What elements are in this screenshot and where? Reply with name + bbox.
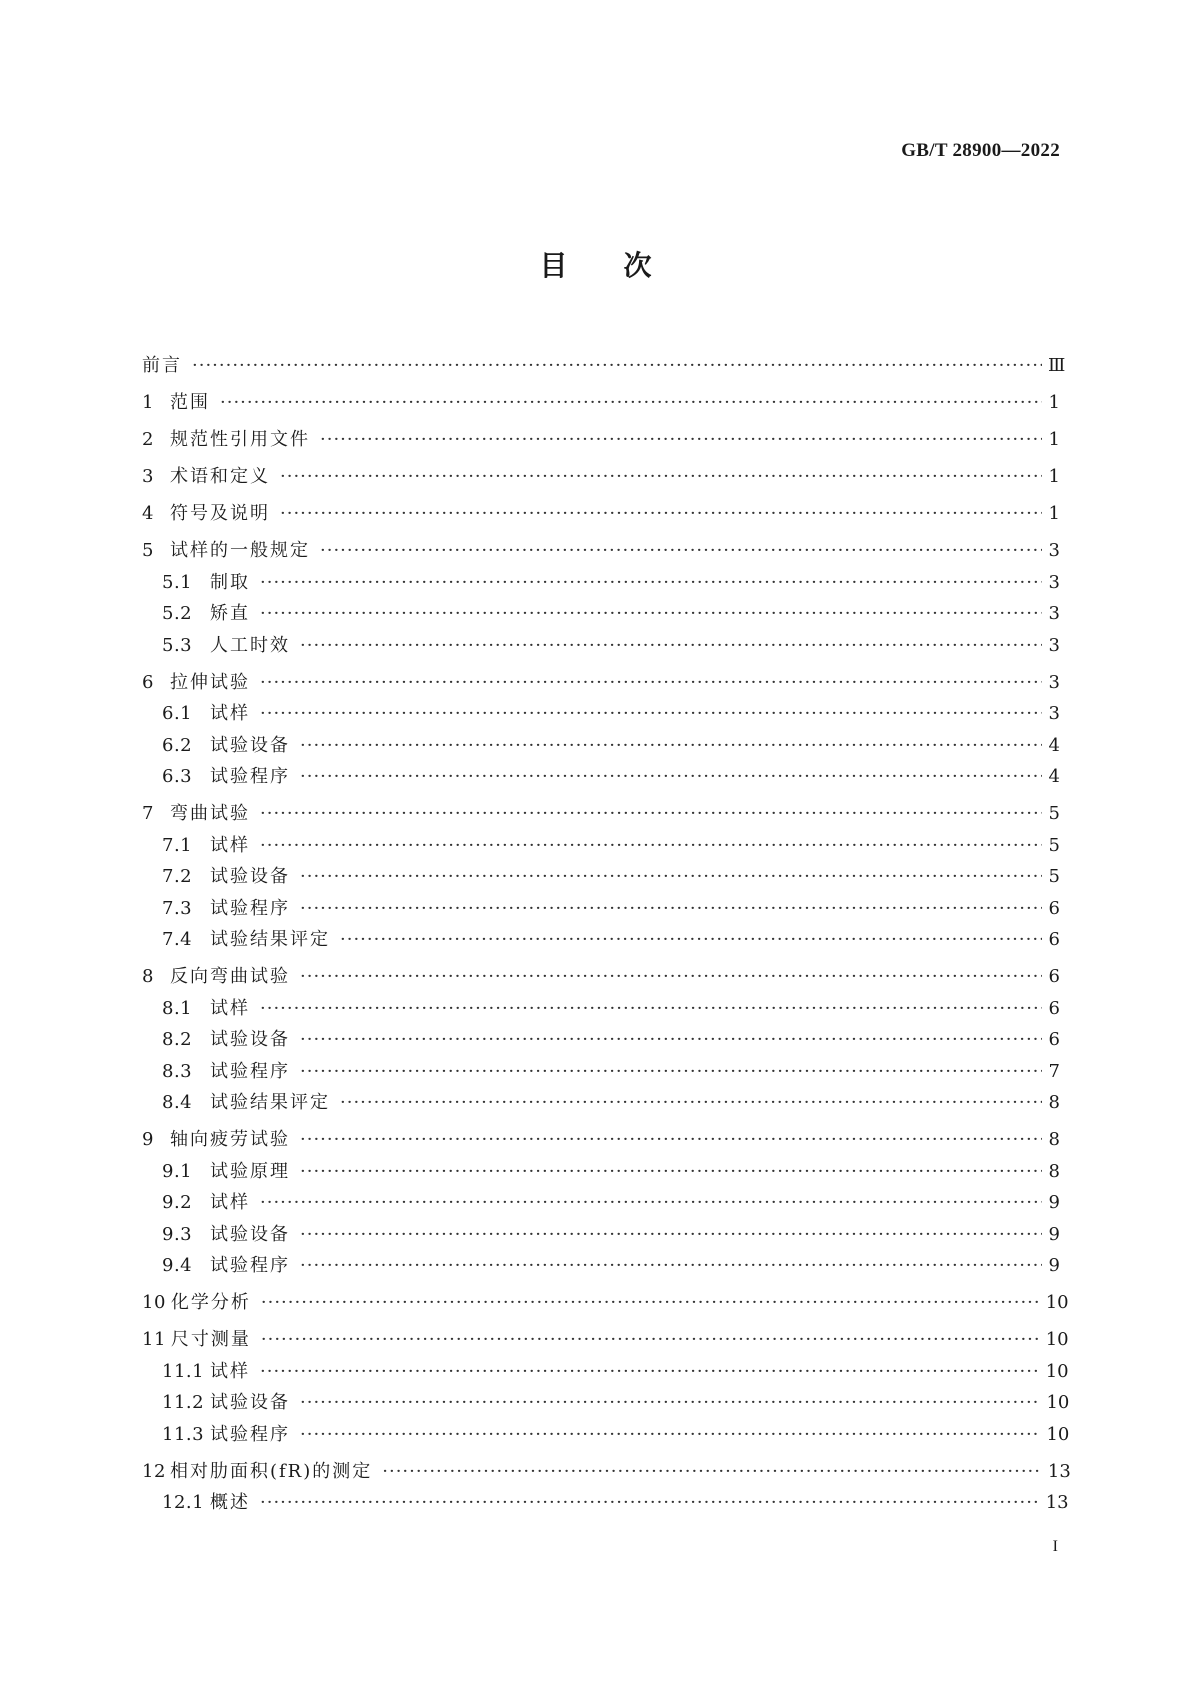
toc-entry-label: 拉伸试验 (170, 671, 250, 693)
toc-entry-label: 相对肋面积(fR)的测定 (170, 1460, 373, 1482)
toc-entry-number: 12 (142, 1460, 166, 1482)
toc-leader-dots (300, 1061, 1042, 1083)
toc-entry[interactable] (142, 1314, 1069, 1351)
toc-leader-dots (320, 540, 1042, 562)
toc-entry-number: 8.1 (162, 997, 193, 1019)
toc-entry-page: 3 (1048, 634, 1060, 656)
toc-entry-label: 试验程序 (210, 1255, 290, 1276)
toc-entry-number: 7 (142, 803, 154, 824)
toc-entry-page: 5 (1048, 803, 1060, 824)
toc-entry-number: 8.4 (162, 1092, 193, 1113)
toc-leader-dots (192, 355, 1042, 377)
toc-entry-page: 10 (1045, 1360, 1069, 1382)
toc-leader-dots (260, 572, 1042, 594)
toc-entry-label: 前言 (142, 355, 182, 376)
toc-entry-page: 8 (1048, 1092, 1060, 1113)
toc-entry[interactable] (142, 825, 1060, 857)
toc-entry-page: 6 (1048, 997, 1060, 1019)
toc-entry-number: 9 (142, 1129, 154, 1150)
toc-leader-dots (300, 1029, 1042, 1051)
toc-entry-label: 制取 (210, 571, 250, 593)
toc-leader-dots (261, 1329, 1040, 1351)
toc-entry[interactable] (142, 488, 1060, 525)
toc-entry-label: 试样 (210, 703, 250, 724)
toc-entry-page: 10 (1046, 1423, 1070, 1445)
toc-entry-label: 轴向疲劳试验 (170, 1129, 290, 1150)
toc-entry-number: 4 (142, 503, 154, 524)
toc-entry-label: 规范性引用文件 (170, 429, 310, 450)
toc-entry-page: 5 (1048, 834, 1060, 856)
toc-entry-page: 3 (1048, 603, 1060, 624)
toc-entry-label: 试验设备 (210, 734, 290, 756)
toc-entry[interactable] (142, 1214, 1060, 1246)
toc-entry-label: 概述 (210, 1492, 250, 1513)
toc-entry-number: 6 (142, 671, 154, 693)
toc-entry-label: 符号及说明 (170, 503, 270, 524)
toc-entry-page: 13 (1045, 1492, 1069, 1513)
toc-entry-label: 试验结果评定 (210, 929, 330, 950)
toc-entry-label: 试样 (210, 834, 250, 856)
toc-entry-number: 6.2 (162, 734, 193, 756)
toc-entry-page: 10 (1045, 1292, 1069, 1313)
toc-entry-number: 8 (142, 966, 154, 987)
toc-entry-page: 4 (1048, 734, 1060, 756)
toc-entry[interactable] (142, 625, 1060, 657)
toc-entry-label: 试验结果评定 (210, 1092, 330, 1113)
toc-entry-label: 术语和定义 (170, 466, 270, 487)
toc-entry[interactable] (142, 657, 1060, 694)
toc-entry-number: 5.1 (162, 571, 193, 593)
toc-entry[interactable] (142, 920, 1060, 952)
toc-entry-number: 3 (142, 466, 154, 487)
toc-entry-page: 1 (1048, 466, 1060, 487)
toc-entry[interactable] (142, 1083, 1060, 1115)
toc-entry[interactable] (142, 857, 1060, 889)
toc-leader-dots (300, 1392, 1040, 1414)
toc-leader-dots (300, 1424, 1040, 1446)
toc-leader-dots (260, 672, 1042, 694)
toc-entry-label: 试验设备 (210, 1029, 290, 1050)
toc-entry-page: 7 (1048, 1060, 1060, 1082)
toc-leader-dots (260, 603, 1042, 625)
toc-entry-page: 5 (1048, 866, 1060, 887)
toc-entry[interactable] (142, 988, 1060, 1020)
toc-entry-page: 10 (1045, 1329, 1069, 1350)
toc-entry[interactable] (142, 1246, 1060, 1278)
toc-entry-number: 11.1 (162, 1360, 205, 1382)
toc-entry-number: 7.3 (162, 897, 193, 919)
toc-entry[interactable] (142, 951, 1060, 988)
toc-entry-label: 试样 (210, 1360, 250, 1382)
toc-entry-number: 7.4 (162, 929, 193, 950)
toc-entry[interactable] (142, 451, 1060, 488)
toc-entry[interactable] (142, 1183, 1060, 1215)
toc-leader-dots (280, 503, 1042, 525)
toc-leader-dots (300, 898, 1042, 920)
toc-entry-number: 8.2 (162, 1029, 193, 1050)
toc-entry[interactable] (142, 562, 1060, 594)
toc-entry-page: 6 (1048, 929, 1060, 950)
toc-entry-number: 7.1 (162, 834, 193, 856)
toc-entry[interactable] (142, 888, 1060, 920)
page-number: I (1052, 1538, 1058, 1555)
toc-entry-number: 8.3 (162, 1060, 193, 1082)
toc-entry-number: 2 (142, 429, 154, 450)
toc-entry[interactable] (142, 757, 1060, 789)
toc-leader-dots (300, 766, 1042, 788)
toc-leader-dots (300, 966, 1042, 988)
table-of-contents (142, 340, 1071, 1514)
toc-entry-label: 试验程序 (210, 897, 290, 919)
toc-leader-dots (300, 1224, 1042, 1246)
toc-entry-number: 9.2 (162, 1192, 193, 1213)
toc-entry[interactable] (142, 1151, 1060, 1183)
toc-entry-page: 6 (1048, 1029, 1060, 1050)
toc-leader-dots (280, 466, 1042, 488)
toc-entry[interactable] (142, 1114, 1060, 1151)
toc-entry[interactable] (142, 1351, 1069, 1383)
toc-leader-dots (261, 1292, 1040, 1314)
toc-leader-dots (300, 1255, 1042, 1277)
toc-entry-label: 矫直 (210, 603, 250, 624)
toc-entry[interactable] (142, 1020, 1060, 1052)
toc-entry-label: 试验程序 (210, 766, 290, 787)
toc-entry[interactable] (142, 1277, 1069, 1314)
toc-leader-dots (300, 866, 1042, 888)
toc-entry-page: 6 (1048, 966, 1060, 987)
toc-entry[interactable] (142, 1383, 1070, 1415)
toc-leader-dots (260, 803, 1042, 825)
toc-entry-label: 范围 (170, 392, 210, 413)
toc-entry-number: 10 (142, 1292, 166, 1313)
toc-leader-dots (300, 635, 1042, 657)
toc-entry-number: 5.3 (162, 634, 193, 656)
toc-entry[interactable] (142, 1446, 1071, 1483)
toc-entry-page: 9 (1048, 1255, 1060, 1276)
toc-entry-label: 试样的一般规定 (170, 540, 310, 561)
toc-entry-page: 9 (1048, 1192, 1060, 1213)
toc-entry-number: 5.2 (162, 603, 193, 624)
toc-leader-dots (260, 835, 1042, 857)
toc-leader-dots (260, 1361, 1040, 1383)
toc-entry-page: 6 (1048, 897, 1060, 919)
toc-entry-page: 9 (1048, 1223, 1060, 1245)
toc-leader-dots (300, 1129, 1042, 1151)
toc-entry-page: 8 (1048, 1129, 1060, 1150)
toc-leader-dots (260, 703, 1042, 725)
toc-entry-page: 4 (1048, 766, 1060, 787)
toc-entry-number: 11.2 (162, 1392, 205, 1413)
toc-entry-number: 9.4 (162, 1255, 193, 1276)
toc-leader-dots (260, 1492, 1040, 1514)
toc-entry-page: Ⅲ (1048, 355, 1066, 376)
toc-entry-page: 3 (1048, 571, 1060, 593)
toc-entry-number: 9.3 (162, 1223, 193, 1245)
toc-entry[interactable] (142, 725, 1060, 757)
toc-entry[interactable] (142, 377, 1060, 414)
toc-entry-label: 试验设备 (210, 866, 290, 887)
toc-entry-label: 尺寸测量 (170, 1329, 251, 1350)
toc-entry-page: 3 (1048, 703, 1060, 724)
toc-entry-label: 试验程序 (210, 1060, 290, 1082)
toc-entry-page: 10 (1046, 1392, 1070, 1413)
toc-entry-page: 3 (1048, 671, 1060, 693)
toc-entry-number: 1 (142, 392, 154, 413)
toc-entry-label: 弯曲试验 (170, 803, 250, 824)
toc-entry-label: 反向弯曲试验 (170, 966, 290, 987)
toc-entry-label: 试验原理 (210, 1160, 290, 1182)
toc-leader-dots (260, 1192, 1042, 1214)
toc-entry-page: 13 (1047, 1460, 1071, 1482)
toc-leader-dots (320, 429, 1042, 451)
standard-number: GB/T 28900—2022 (901, 140, 1060, 161)
toc-entry[interactable] (142, 788, 1060, 825)
toc-entry[interactable] (142, 525, 1060, 562)
toc-entry-number: 6.3 (162, 766, 193, 787)
page-title: 目次 (539, 249, 708, 282)
toc-entry[interactable] (142, 694, 1060, 726)
toc-leader-dots (300, 735, 1042, 757)
toc-entry-label: 人工时效 (210, 634, 290, 656)
toc-entry-page: 1 (1048, 503, 1060, 524)
toc-entry[interactable] (142, 1414, 1070, 1446)
toc-leader-dots (260, 998, 1042, 1020)
toc-entry-number: 6.1 (162, 703, 193, 724)
toc-leader-dots (300, 1161, 1042, 1183)
toc-entry-page: 8 (1048, 1160, 1060, 1182)
toc-leader-dots (382, 1461, 1042, 1483)
toc-entry[interactable] (142, 414, 1060, 451)
toc-leader-dots (340, 1092, 1042, 1114)
toc-entry[interactable] (142, 1051, 1060, 1083)
toc-entry-number: 5 (142, 540, 154, 561)
toc-entry-page: 3 (1048, 540, 1060, 561)
toc-entry[interactable] (142, 1483, 1069, 1515)
toc-entry-number: 12.1 (162, 1492, 205, 1513)
toc-leader-dots (340, 929, 1042, 951)
toc-entry-label: 化学分析 (170, 1292, 251, 1313)
toc-entry-page: 1 (1048, 429, 1060, 450)
toc-entry-number: 7.2 (162, 866, 193, 887)
toc-entry-label: 试验程序 (210, 1423, 290, 1445)
toc-entry[interactable] (142, 594, 1060, 626)
toc-entry-number: 11 (142, 1329, 166, 1350)
toc-entry-label: 试样 (210, 997, 250, 1019)
toc-entry[interactable] (142, 340, 1066, 377)
toc-entry-number: 9.1 (162, 1160, 193, 1182)
toc-entry-label: 试验设备 (210, 1392, 290, 1413)
toc-entry-label: 试样 (210, 1192, 250, 1213)
toc-entry-page: 1 (1048, 392, 1060, 413)
toc-entry-number: 11.3 (162, 1423, 205, 1445)
toc-entry-label: 试验设备 (210, 1223, 290, 1245)
toc-leader-dots (220, 392, 1042, 414)
